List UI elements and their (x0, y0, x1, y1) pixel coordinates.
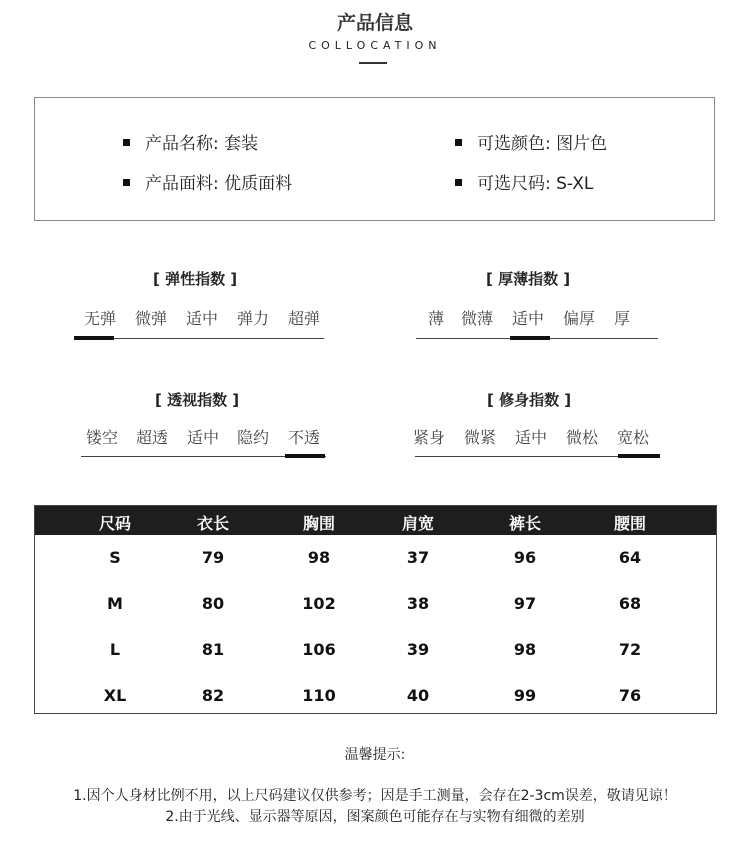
table-cell: L (109, 640, 121, 659)
table-cell: 40 (406, 686, 430, 705)
fit-option: 宽松 (617, 428, 650, 447)
table-cell: 106 (302, 640, 336, 659)
elasticity-selected-marker (74, 336, 114, 340)
bullet-square-icon (123, 139, 130, 146)
table-cell: 110 (302, 686, 336, 705)
thickness-option: 适中 (512, 309, 545, 328)
fit-option: 紧身 (413, 428, 446, 447)
table-cell: 64 (618, 548, 642, 567)
table-cell: S (109, 548, 121, 567)
elasticity-option: 适中 (186, 309, 219, 328)
table-header-cell: 腰围 (613, 514, 646, 533)
info-item-color-text: 可选颜色: 图片色 (477, 134, 608, 154)
table-cell: 102 (302, 594, 336, 613)
table-header-cell: 裤长 (508, 514, 541, 533)
size-table (34, 505, 717, 714)
transparency-option: 镂空 (86, 428, 119, 447)
thickness-option: 偏厚 (563, 309, 596, 328)
info-item-size-text: 可选尺码: S-XL (477, 174, 594, 194)
elasticity-index-title: [ 弹性指数 ] (153, 270, 238, 288)
elasticity-option: 无弹 (84, 309, 117, 328)
table-cell: 68 (618, 594, 642, 613)
table-header-cell: 肩宽 (401, 514, 434, 533)
table-header-row (35, 506, 716, 535)
note-line: 1.因个人身材比例不用，以上尺码建议仅供参考；因是手工测量，会存在2-3cm误差，敬请见谅！ (73, 788, 677, 804)
thickness-index-title: [ 厚薄指数 ] (486, 270, 571, 288)
fit-index-title: [ 修身指数 ] (487, 391, 572, 409)
info-item-fabric (123, 169, 292, 194)
table-cell: 99 (513, 686, 537, 705)
table-header-cell: 尺码 (98, 514, 131, 533)
transparency-selected-marker (285, 454, 325, 458)
info-item-name-text: 产品名称: 套装 (145, 134, 259, 154)
table-header-cell: 衣长 (196, 514, 229, 533)
table-cell: 97 (513, 594, 537, 613)
table-cell: 39 (406, 640, 430, 659)
info-item-size (455, 169, 593, 194)
table-cell: 98 (307, 548, 331, 567)
info-item-name (123, 129, 258, 154)
transparency-option: 不透 (288, 428, 321, 447)
notes-title: 温馨提示: (344, 747, 406, 763)
elasticity-option: 微弹 (135, 309, 168, 328)
transparency-option: 超透 (136, 428, 169, 447)
table-cell: 98 (513, 640, 537, 659)
page-subtitle: COLLOCATION (308, 39, 442, 52)
page-title: 产品信息 (336, 12, 413, 34)
table-cell: 80 (201, 594, 225, 613)
elasticity-option: 超弹 (288, 309, 321, 328)
table-cell: 79 (201, 548, 225, 567)
transparency-index-title: [ 透视指数 ] (155, 391, 240, 409)
note-line: 2.由于光线、显示器等原因，图案颜色可能存在与实物有细微的差别 (165, 809, 585, 825)
table-cell: 81 (201, 640, 225, 659)
thickness-option: 微薄 (461, 309, 494, 328)
table-cell: XL (103, 686, 127, 705)
table-cell: 37 (406, 548, 430, 567)
thickness-option: 薄 (428, 309, 445, 328)
transparency-option: 适中 (187, 428, 220, 447)
info-item-fabric-text: 产品面料: 优质面料 (145, 174, 293, 194)
bullet-square-icon (455, 179, 462, 186)
elasticity-option: 弹力 (237, 309, 270, 328)
bullet-square-icon (455, 139, 462, 146)
transparency-option: 隐约 (237, 428, 270, 447)
table-cell: 72 (618, 640, 642, 659)
product-info-box (34, 97, 715, 221)
thickness-selected-marker (510, 336, 550, 340)
table-cell: M (107, 594, 123, 613)
fit-option: 适中 (515, 428, 548, 447)
fit-selected-marker (618, 454, 660, 458)
fit-option: 微松 (566, 428, 599, 447)
thickness-option: 厚 (614, 309, 631, 328)
fit-option: 微紧 (464, 428, 497, 447)
table-cell: 76 (618, 686, 642, 705)
table-cell: 82 (201, 686, 225, 705)
info-item-color (455, 129, 607, 154)
table-header-cell: 胸围 (302, 514, 335, 533)
table-cell: 38 (406, 594, 430, 613)
title-divider (359, 62, 387, 64)
table-cell: 96 (513, 548, 537, 567)
bullet-square-icon (123, 179, 130, 186)
